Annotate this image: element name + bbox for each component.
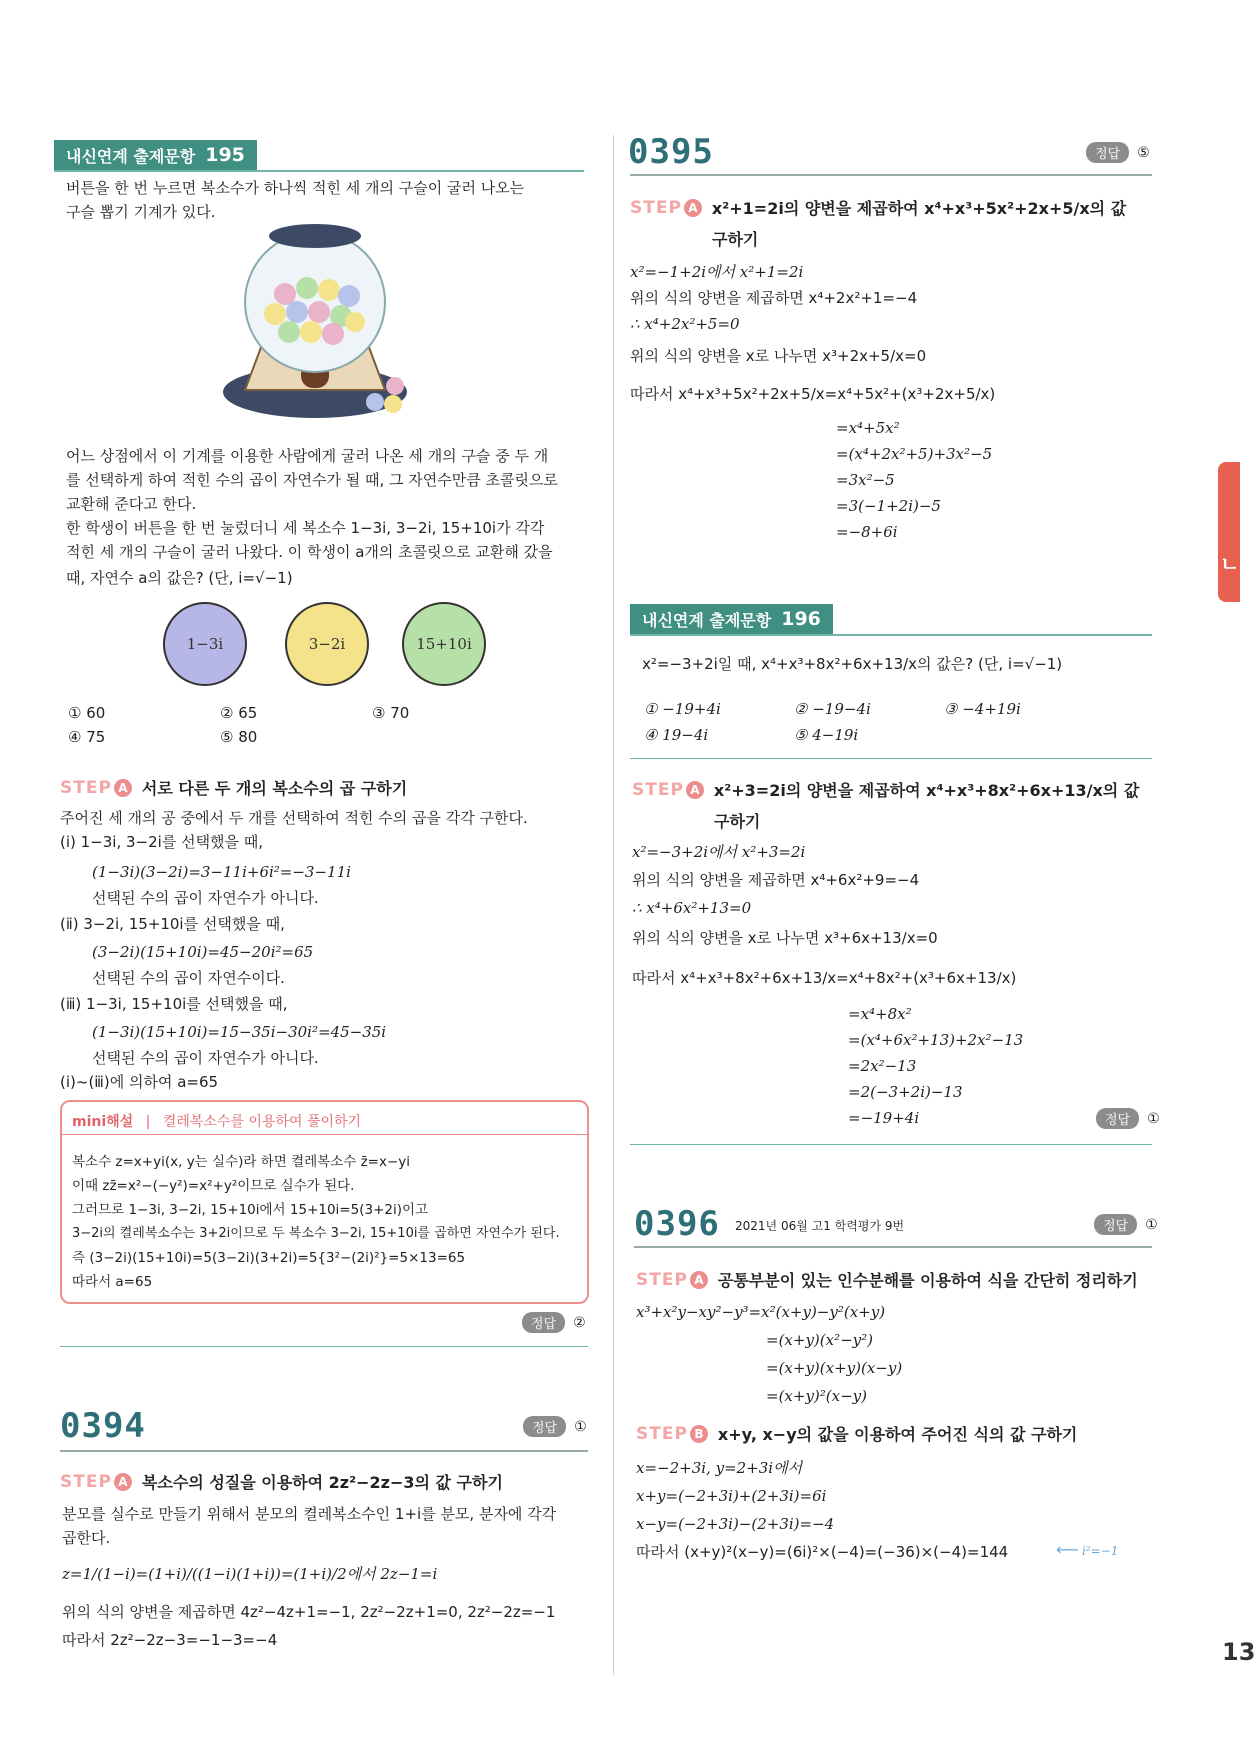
rule-196-choices <box>630 758 1152 759</box>
mini-rule <box>60 1134 589 1135</box>
choice-1: ① 60 <box>68 704 106 722</box>
ball-2: 3−2i <box>285 602 369 686</box>
p0395-line-1: x²=−1+2i에서 x²+1=2i <box>630 263 804 281</box>
sol-line-1: 주어진 세 개의 공 중에서 두 개를 선택하여 적힌 수의 곱을 각각 구한다. <box>60 809 528 827</box>
problem-number-0396: 0396 <box>634 1204 720 1244</box>
choice-2: ② 65 <box>220 704 258 722</box>
mini-line-4: 3−2i의 켤레복소수는 3+2i이므로 두 복소수 3−2i, 15+10i를 곱하면 자연수가 된다. <box>72 1226 560 1241</box>
badge-196 <box>630 604 833 634</box>
rule-0395 <box>630 174 1152 176</box>
answer-0394: 정답 ① <box>523 1416 587 1437</box>
intro-line-1: 버튼을 한 번 누르면 복소수가 하나씩 적힌 세 개의 구슬이 굴러 나오는 <box>66 179 525 197</box>
sol-line-10: 선택된 수의 곱이 자연수가 아니다. <box>92 1049 319 1067</box>
problem-line-4: 한 학생이 버튼을 한 번 눌렀더니 세 복소수 1−3i, 3−2i, 15+10i가 각각 <box>66 519 545 537</box>
choice-5: ⑤ 80 <box>220 728 258 746</box>
column-divider <box>613 135 614 1675</box>
p0394-line-5: 따라서 2z²−2z−3=−1−3=−4 <box>62 1631 278 1649</box>
mini-line-3: 그러므로 1−3i, 3−2i, 15+10i에서 15+10i=5(3+2i)이고 <box>72 1202 429 1218</box>
ball-3: 15+10i <box>402 602 486 686</box>
badge-196-number: 196 <box>781 608 821 630</box>
p0396-b-line-1: x=−2+3i, y=2+3i에서 <box>636 1459 803 1477</box>
s196-line-5: 따라서 x⁴+x³+8x²+6x+13/x=x⁴+8x²+(x³+6x+13/x) <box>632 969 1017 987</box>
p0395-line-9: =3(−1+2i)−5 <box>836 497 941 515</box>
question-196: x²=−3+2i일 때, x⁴+x³+8x²+6x+13/x의 값은? (단, i=√−1) <box>642 655 1063 673</box>
p0395-line-8: =3x²−5 <box>836 471 895 489</box>
p0395-line-2: 위의 식의 양변을 제곱하면 x⁴+2x²+1=−4 <box>630 289 918 307</box>
p0396-b-line-2: x+y=(−2+3i)+(2+3i)=6i <box>636 1487 827 1505</box>
p0395-line-4: 위의 식의 양변을 x로 나누면 x³+2x+5/x=0 <box>630 347 927 365</box>
p0394-line-1: 분모를 실수로 만들기 위해서 분모의 켤레복소수인 1+i를 분모, 분자에 각각 <box>62 1505 557 1523</box>
sol-line-7: 선택된 수의 곱이 자연수이다. <box>92 969 285 987</box>
p0396-b-line-3: x−y=(−2+3i)−(2+3i)=−4 <box>636 1515 835 1533</box>
mini-line-1: 복소수 z=x+yi(x, y는 실수)라 하면 켤레복소수 z̄=x−yi <box>72 1154 411 1170</box>
p0394-line-4: 위의 식의 양변을 제곱하면 4z²−4z+1=−1, 2z²−2z+1=0, 2z²−2z=−1 <box>62 1603 556 1621</box>
answer-0395: 정답 ⑤ <box>1086 142 1150 163</box>
choice-3: ③ 70 <box>372 704 410 722</box>
problem-line-1: 어느 상점에서 이 기계를 이용한 사람에게 굴러 나온 세 개의 구슬 중 두 개 <box>66 447 549 465</box>
loose-ball-2 <box>384 395 402 413</box>
mini-line-2: 이때 zz̄=x²−(−y²)=x²+y²이므로 실수가 된다. <box>72 1178 355 1194</box>
gumball-machine-illustration <box>215 222 435 432</box>
choice-196-5: ⑤ 4−19i <box>794 726 859 744</box>
p0394-line-2: 곱한다. <box>62 1529 111 1547</box>
s196-line-8: =2x²−13 <box>848 1057 917 1075</box>
ball-1: 1−3i <box>163 602 247 686</box>
sol-line-11: (ⅰ)~(ⅲ)에 의하여 a=65 <box>60 1073 219 1091</box>
sol-line-5: (ⅱ) 3−2i, 15+10i를 선택했을 때, <box>60 915 285 933</box>
problem-line-2: 를 선택하게 하여 적힌 수의 곱이 자연수가 될 때, 그 자연수만큼 초콜릿으로 <box>66 471 558 489</box>
side-tab <box>1218 462 1240 602</box>
problem-line-6: 때, 자연수 a의 값은? (단, i=√−1) <box>66 569 293 587</box>
step-b-0396: STEP B x+y, x−y의 값을 이용하여 주어진 식의 값 구하기 <box>636 1423 1078 1444</box>
mini-line-6: 따라서 a=65 <box>72 1274 153 1290</box>
problem-number-0395: 0395 <box>628 132 714 172</box>
page-number: 13 <box>1222 1638 1255 1666</box>
mini-line-5: 즉 (3−2i)(15+10i)=5(3−2i)(3+2i)=5{3²−(2i)²}=5×13=65 <box>72 1250 466 1266</box>
problem-line-5: 적힌 세 개의 구슬이 굴러 나왔다. 이 학생이 a개의 초콜릿으로 교환해 갔을 <box>66 543 553 561</box>
p0396-source: 2021년 06월 고1 학력평가 9번 <box>735 1219 905 1233</box>
sol-line-6: (3−2i)(15+10i)=45−20i²=65 <box>92 943 314 961</box>
mini-separator: | <box>145 1114 151 1130</box>
s196-line-10: =−19+4i <box>848 1109 920 1127</box>
s196-line-6: =x⁴+8x² <box>848 1005 912 1023</box>
mini-tag: mini해설 <box>72 1114 134 1130</box>
badge-196-label: 내신연계 출제문항 <box>642 610 772 630</box>
p0396-b-line-4: 따라서 (x+y)²(x−y)=(6i)²×(−4)=(−36)×(−4)=144 <box>636 1543 1009 1561</box>
sol-line-9: (1−3i)(15+10i)=15−35i−30i²=45−35i <box>92 1023 387 1041</box>
step-a-196: STEP A x²+3=2i의 양변을 제곱하여 x⁴+x³+8x²+6x+13/x의 값 <box>632 779 1140 800</box>
p0396-a-line-1: x³+x²y−xy²−y³=x²(x+y)−y²(x+y) <box>636 1303 886 1321</box>
s196-line-9: =2(−3+2i)−13 <box>848 1083 963 1101</box>
mini-title: 켤레복소수를 이용하여 풀이하기 <box>162 1114 362 1130</box>
sol-line-3: (1−3i)(3−2i)=3−11i+6i²=−3−11i <box>92 863 351 881</box>
step-a-196-title-cont: 구하기 <box>714 812 761 831</box>
choice-196-1: ① −19+4i <box>644 700 721 718</box>
p0396-note: i²=−1 <box>1082 1544 1119 1558</box>
badge-195 <box>54 140 257 170</box>
answer-0396: 정답 ① <box>1094 1214 1158 1235</box>
badge-number: 195 <box>205 144 245 166</box>
p0395-line-7: =(x⁴+2x²+5)+3x²−5 <box>836 445 993 463</box>
intro-line-2: 구슬 뽑기 기계가 있다. <box>66 203 216 221</box>
note-arrow-icon: ⟵ <box>1056 1540 1079 1559</box>
badge-rule <box>54 170 584 172</box>
mini-header <box>72 1111 361 1131</box>
answer-196: 정답 ① <box>1096 1108 1160 1129</box>
loose-ball-3 <box>386 377 404 395</box>
loose-ball-1 <box>366 393 384 411</box>
p0396-a-line-4: =(x+y)²(x−y) <box>766 1387 867 1405</box>
badge-label: 내신연계 출제문항 <box>66 146 196 166</box>
choice-4: ④ 75 <box>68 728 106 746</box>
choice-196-4: ④ 19−4i <box>644 726 709 744</box>
answer-195: 정답 ② <box>522 1312 586 1333</box>
p0394-line-3: z=1/(1−i)=(1+i)/((1−i)(1+i))=(1+i)/2에서 2z−1=i <box>62 1565 438 1583</box>
machine-cap <box>269 224 361 248</box>
p0396-a-line-2: =(x+y)(x²−y²) <box>766 1331 874 1349</box>
sol-line-4: 선택된 수의 곱이 자연수가 아니다. <box>92 889 319 907</box>
p0395-line-6: =x⁴+5x² <box>836 419 900 437</box>
p0395-line-3: ∴ x⁴+2x²+5=0 <box>630 315 740 333</box>
s196-line-1: x²=−3+2i에서 x²+3=2i <box>632 843 806 861</box>
p0395-line-5: 따라서 x⁴+x³+5x²+2x+5/x=x⁴+5x²+(x³+2x+5/x) <box>630 385 996 403</box>
section-rule-195 <box>60 1346 588 1347</box>
rule-0396 <box>634 1246 1152 1248</box>
s196-line-3: ∴ x⁴+6x²+13=0 <box>632 899 752 917</box>
p0395-line-10: =−8+6i <box>836 523 898 541</box>
s196-line-4: 위의 식의 양변을 x로 나누면 x³+6x+13/x=0 <box>632 929 938 947</box>
problem-number-0394: 0394 <box>60 1406 146 1446</box>
rule-0394 <box>60 1450 588 1452</box>
s196-line-7: =(x⁴+6x²+13)+2x²−13 <box>848 1031 1024 1049</box>
step-a-0396: STEP A 공통부분이 있는 인수분해를 이용하여 식을 간단히 정리하기 <box>636 1269 1138 1290</box>
step-a-195: STEP A 서로 다른 두 개의 복소수의 곱 구하기 <box>60 777 408 798</box>
choice-196-2: ② −19−4i <box>794 700 871 718</box>
choice-196-3: ③ −4+19i <box>944 700 1021 718</box>
p0396-a-line-3: =(x+y)(x+y)(x−y) <box>766 1359 903 1377</box>
sol-line-2: (ⅰ) 1−3i, 3−2i를 선택했을 때, <box>60 833 264 851</box>
step-a-0394: STEP A 복소수의 성질을 이용하여 2z²−2z−3의 값 구하기 <box>60 1471 503 1492</box>
step-a-0395: STEP A x²+1=2i의 양변을 제곱하여 x⁴+x³+5x²+2x+5/x의 값 <box>630 197 1127 218</box>
problem-line-3: 교환해 준다고 한다. <box>66 495 197 513</box>
side-tab-glyph: ㄴ <box>1220 552 1240 576</box>
rule-196-end <box>630 1144 1152 1145</box>
s196-line-2: 위의 식의 양변을 제곱하면 x⁴+6x²+9=−4 <box>632 871 920 889</box>
badge-196-rule <box>630 634 1152 636</box>
step-a-0395-title-cont: 구하기 <box>712 230 759 249</box>
sol-line-8: (ⅲ) 1−3i, 15+10i를 선택했을 때, <box>60 995 288 1013</box>
